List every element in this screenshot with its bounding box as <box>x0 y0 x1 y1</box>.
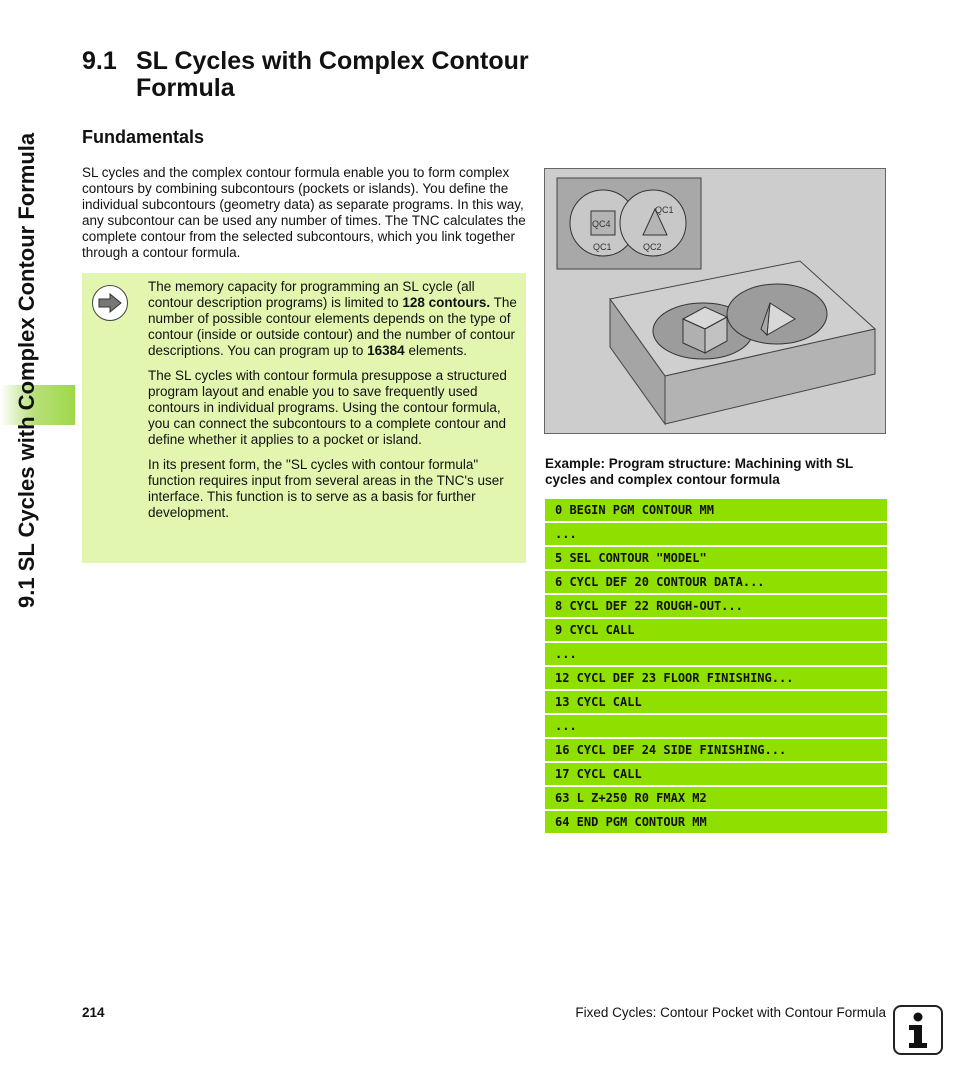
code-line: 0 BEGIN PGM CONTOUR MM <box>545 499 887 521</box>
code-line: 17 CYCL CALL <box>545 763 887 785</box>
note-paragraph-2: The SL cycles with contour formula presuppose a structured program layout and enable you to save frequently used contours in individual programs. Using the contour formula, you can connect the subcontours to a complete contour and define whether it applies to a pocket or island. <box>148 368 507 447</box>
label-qc1-bottom: QC1 <box>593 242 612 252</box>
example-caption: Example: Program structure: Machining with SL cycles and complex contour formula <box>545 456 854 487</box>
code-line: 8 CYCL DEF 22 ROUGH-OUT... <box>545 595 887 617</box>
code-line: 6 CYCL DEF 20 CONTOUR DATA... <box>545 571 887 593</box>
label-qc4: QC4 <box>592 219 611 229</box>
contour-illustration <box>545 169 885 433</box>
code-line: 64 END PGM CONTOUR MM <box>545 811 887 833</box>
label-qc1-top: QC1 <box>655 205 674 215</box>
chapter-number: 9.1 <box>82 47 117 75</box>
code-line: ... <box>545 643 887 665</box>
footer-title: Fixed Cycles: Contour Pocket with Contour Formula <box>575 1005 886 1020</box>
intro-paragraph: SL cycles and the complex contour formula enable you to form complex contours by combining subcontours (pockets or islands). You define the individual subcontours (geometry data) as separate programs. In this way, any subcontour can be used any number of times. The TNC calculates the complete contour from the selected subcontours, which you link together through a contour formula. <box>82 165 526 260</box>
page-number: 214 <box>82 1005 105 1020</box>
code-line: 5 SEL CONTOUR "MODEL" <box>545 547 887 569</box>
note-box <box>82 273 526 563</box>
note-bold-contours: 128 contours. <box>402 295 491 310</box>
code-line: 63 L Z+250 R0 FMAX M2 <box>545 787 887 809</box>
chapter-title: SL Cycles with Complex Contour Formula <box>136 47 529 102</box>
side-chapter-title: 9.1 SL Cycles with Complex Contour Formula <box>14 132 39 608</box>
code-line: 12 CYCL DEF 23 FLOOR FINISHING... <box>545 667 887 689</box>
code-line: 16 CYCL DEF 24 SIDE FINISHING... <box>545 739 887 761</box>
note-bold-elements: 16384 <box>367 343 405 358</box>
code-line: 9 CYCL CALL <box>545 619 887 641</box>
note-paragraph-1 <box>148 279 520 359</box>
note-text-span: elements. <box>404 343 467 358</box>
section-title: Fundamentals <box>82 127 205 147</box>
note-text-span: The memory capacity for programming an SL cycle (all contour description programs) is limited to <box>148 279 475 310</box>
contour-figure <box>544 168 886 434</box>
code-line: ... <box>545 715 887 737</box>
note-paragraph-3: In its present form, the "SL cycles with contour formula" function requires input from several areas in the TNC's user interface. This function is to serve as a basis for further development. <box>148 457 504 520</box>
program-listing <box>545 499 887 835</box>
note-text-span: The number of possible contour elements depends on the type of contour (inside or outside contour) and the number of contour descriptions. You can program up to <box>148 295 517 358</box>
note-text <box>148 279 520 530</box>
label-qc2: QC2 <box>643 242 662 252</box>
arrow-right-icon <box>92 285 128 321</box>
info-icon[interactable] <box>893 1005 943 1055</box>
code-line: ... <box>545 523 887 545</box>
code-line: 13 CYCL CALL <box>545 691 887 713</box>
